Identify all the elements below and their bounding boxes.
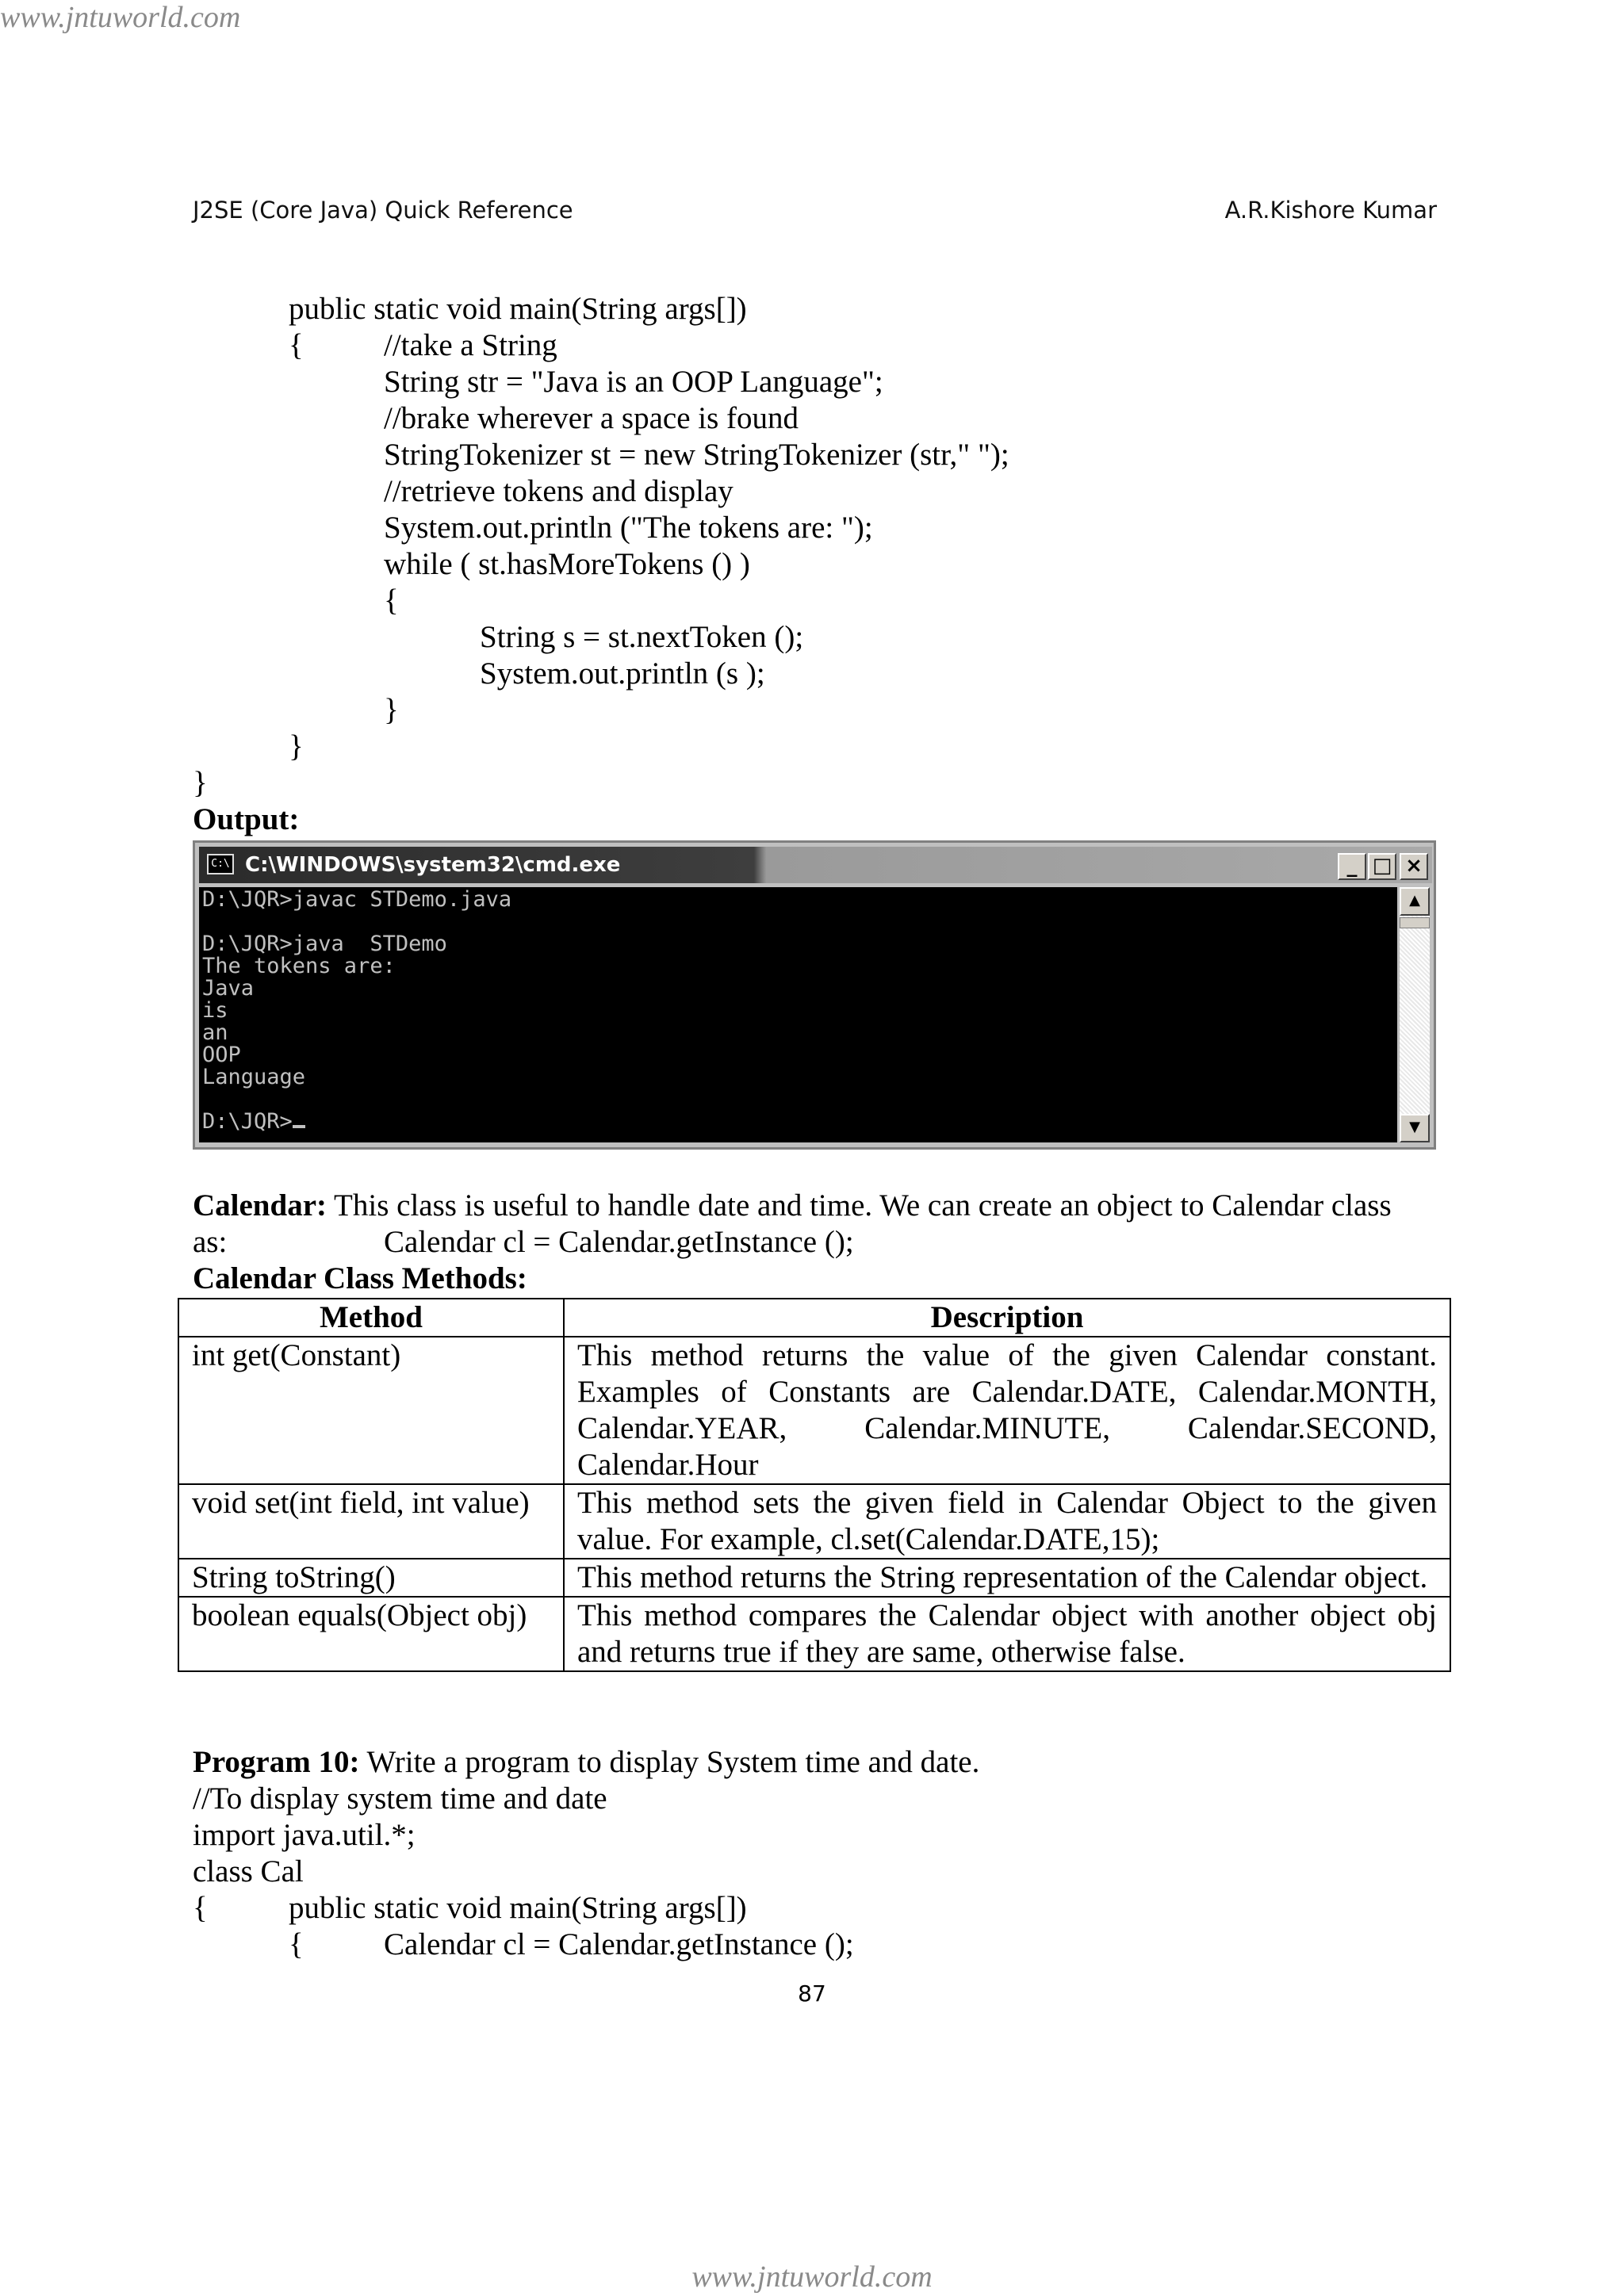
code-brace: } bbox=[193, 766, 208, 800]
running-header-author: A.R.Kishore Kumar bbox=[1224, 197, 1437, 224]
console-line: The tokens are: bbox=[202, 954, 396, 978]
code-line: //take a String bbox=[384, 328, 557, 362]
code-line: //brake wherever a space is found bbox=[384, 401, 799, 435]
page-number: 87 bbox=[798, 1980, 826, 2007]
code-brace: } bbox=[384, 693, 399, 727]
code-line: public static void main(String args[]) bbox=[289, 1891, 747, 1925]
method-cell: boolean equals(Object obj) bbox=[178, 1597, 564, 1671]
scroll-down-arrow-icon[interactable]: ▼ bbox=[1400, 1114, 1430, 1142]
code-line: String str = "Java is an OOP Language"; bbox=[384, 365, 883, 399]
minimize-button[interactable]: _ bbox=[1338, 853, 1366, 880]
output-label: Output: bbox=[193, 802, 300, 836]
calendar-term: Calendar: bbox=[193, 1188, 327, 1223]
cmd-window-title: C:\WINDOWS\system32\cmd.exe bbox=[245, 853, 621, 877]
method-cell: void set(int field, int value) bbox=[178, 1484, 564, 1559]
description-cell: This method returns the String representation of the Calendar object. bbox=[564, 1559, 1450, 1597]
code-line: Calendar cl = Calendar.getInstance (); bbox=[384, 1927, 854, 1961]
description-cell: This method sets the given field in Calendar Object to the given value. For example, cl.set(Calendar.DATE,15); bbox=[564, 1484, 1450, 1559]
code-brace: { bbox=[384, 584, 399, 618]
description-cell: This method compares the Calendar object with another object obj and returns true if they are same, otherwise false. bbox=[564, 1597, 1450, 1671]
console-prompt bbox=[202, 1111, 305, 1133]
scrollbar-thumb[interactable] bbox=[1400, 917, 1430, 928]
table-row bbox=[178, 1559, 1450, 1597]
scroll-up-arrow-icon[interactable]: ▲ bbox=[1400, 887, 1430, 916]
method-cell: int get(Constant) bbox=[178, 1337, 564, 1484]
code-line: class Cal bbox=[193, 1854, 304, 1888]
table-row bbox=[178, 1484, 1450, 1559]
console-line: an bbox=[202, 1020, 228, 1045]
code-brace: { bbox=[193, 1891, 208, 1925]
code-brace: } bbox=[289, 729, 304, 763]
cmd-window bbox=[193, 840, 1436, 1150]
running-header-title: J2SE (Core Java) Quick Reference bbox=[193, 197, 573, 224]
code-line: import java.util.*; bbox=[193, 1818, 416, 1852]
console-line: Java bbox=[202, 976, 255, 1001]
program-10-heading bbox=[193, 1744, 979, 1781]
console-icon: C:\ bbox=[207, 854, 234, 874]
console-prompt-text: D:\JQR> bbox=[202, 1109, 293, 1134]
code-line: public static void main(String args[]) bbox=[289, 292, 747, 326]
calendar-methods-table bbox=[178, 1298, 1451, 1672]
code-line: //To display system time and date bbox=[193, 1781, 607, 1816]
code-brace: { bbox=[289, 1927, 304, 1961]
program-10-label: Program 10: bbox=[193, 1745, 360, 1779]
code-line: while ( st.hasMoreTokens () ) bbox=[384, 547, 750, 581]
cmd-titlebar[interactable] bbox=[199, 847, 1432, 883]
console-line: is bbox=[202, 998, 228, 1023]
code-line: String s = st.nextToken (); bbox=[480, 620, 804, 654]
code-line: //retrieve tokens and display bbox=[384, 474, 733, 508]
calendar-as-label: as: bbox=[193, 1225, 228, 1259]
description-cell: This method returns the value of the given Calendar constant. Examples of Constants are Calendar.DATE, Calendar.MONTH, Calendar.YEAR, Calendar.MINUTE, Calendar.SECOND, Calendar.Hour bbox=[564, 1337, 1450, 1484]
console-line: OOP bbox=[202, 1043, 241, 1067]
calendar-code: Calendar cl = Calendar.getInstance (); bbox=[384, 1225, 854, 1259]
watermark-bottom: www.jntuworld.com bbox=[691, 2260, 933, 2294]
methods-heading: Calendar Class Methods: bbox=[193, 1261, 527, 1295]
vertical-scrollbar[interactable] bbox=[1400, 887, 1430, 1142]
maximize-button[interactable]: □ bbox=[1368, 853, 1396, 880]
table-row bbox=[178, 1597, 1450, 1671]
table-row bbox=[178, 1337, 1450, 1484]
program-10-text: Write a program to display System time and date. bbox=[359, 1745, 980, 1779]
code-brace: { bbox=[289, 328, 304, 362]
text-cursor bbox=[293, 1125, 305, 1128]
column-header-description: Description bbox=[564, 1299, 1450, 1337]
console-output[interactable] bbox=[199, 887, 1397, 1142]
code-line: System.out.println ("The tokens are: "); bbox=[384, 511, 873, 545]
console-line: D:\JQR>javac STDemo.java bbox=[202, 887, 512, 912]
calendar-intro bbox=[193, 1188, 1436, 1224]
table-header-row bbox=[178, 1299, 1450, 1337]
watermark-top: www.jntuworld.com bbox=[0, 1, 241, 34]
code-line: System.out.println (s ); bbox=[480, 656, 765, 691]
close-button[interactable]: × bbox=[1400, 853, 1428, 880]
code-line: StringTokenizer st = new StringTokenizer (str," "); bbox=[384, 438, 1009, 472]
column-header-method: Method bbox=[178, 1299, 564, 1337]
console-line: Language bbox=[202, 1065, 306, 1089]
console-line: D:\JQR>java STDemo bbox=[202, 932, 447, 956]
calendar-description: This class is useful to handle date and time. We can create an object to Calendar class bbox=[327, 1188, 1392, 1223]
method-cell: String toString() bbox=[178, 1559, 564, 1597]
